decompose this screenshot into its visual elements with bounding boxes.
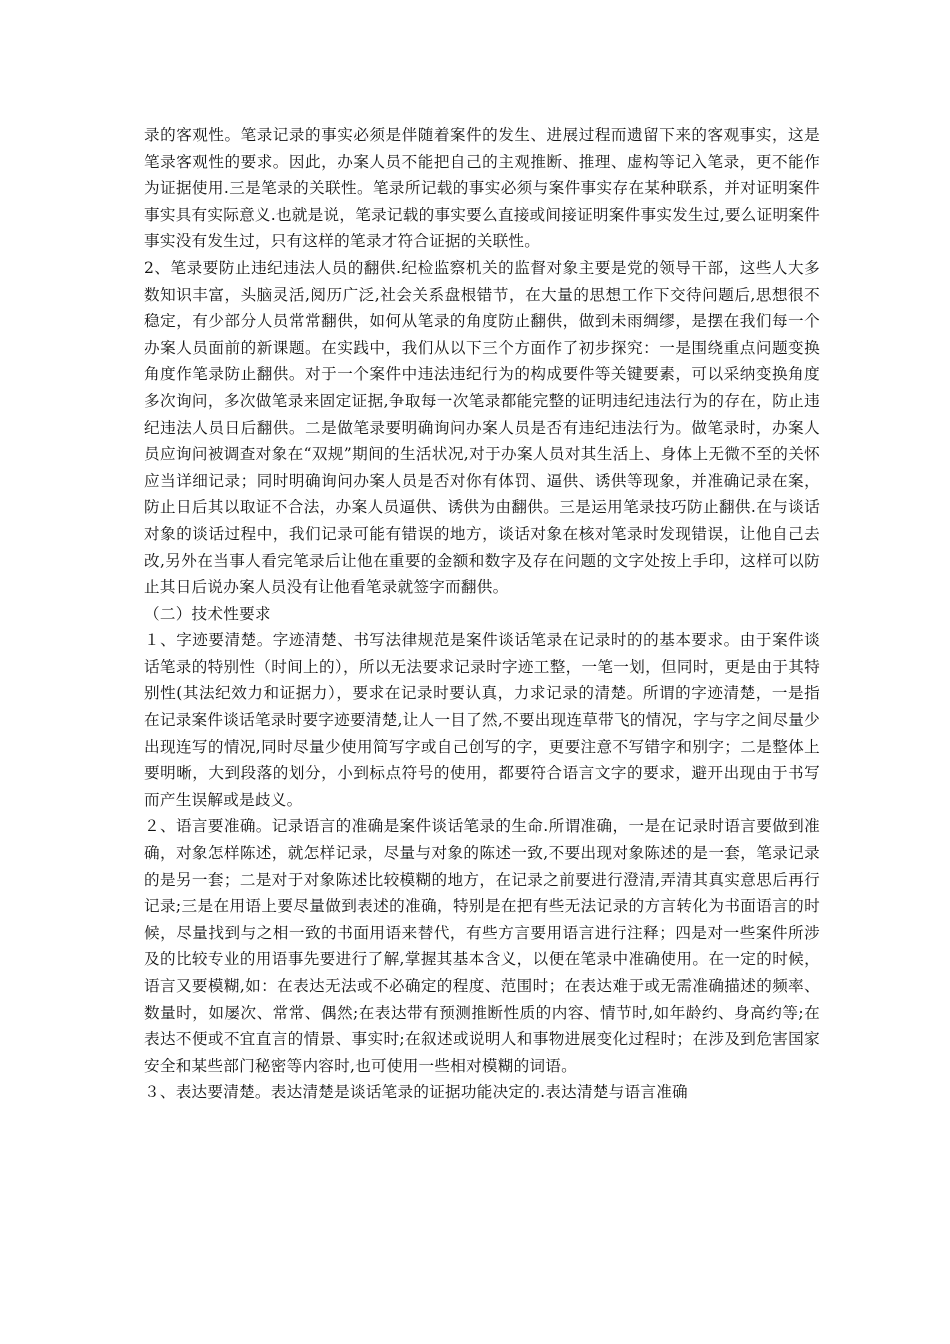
document-body [144, 122, 820, 1106]
paragraph-objectivity-relevance: 录的客观性。笔录记录的事实必须是伴随着案件的发生、进展过程而遗留下来的客观事实，这是笔录客观性的要求。因此，办案人员不能把自己的主观推断、推理、虚构等记入笔录，更不能作为证据使用.三是笔录的关联性。笔录所记载的事实必须与案件事实存在某种联系，并对证明案件事实具有实际意义.也就是说，笔录记载的事实要么直接或间接证明案件事实发生过,要么证明案件事实没有发生过，只有这样的笔录才符合证据的关联性。 [144, 126, 820, 251]
paragraph-expression-clear: ３、表达要清楚。表达清楚是谈话笔录的证据功能决定的.表达清楚与语言准确 [144, 1083, 688, 1102]
paragraph-language-accurate: ２、语言要准确。记录语言的准确是案件谈话笔录的生命.所谓准确，一是在记录时语言要做到准确，对象怎样陈述，就怎样记录，尽量与对象的陈述一致,不要出现对象陈述的是一套，笔录记录的是另一套；二是对于对象陈述比较模糊的地方，在记录之前要进行澄清,弄清其真实意思后再行记录;三是在用语上要尽量做到表述的准确，特别是在把有些无法记录的方言转化为书面语言的时候，尽量找到与之相一致的书面用语来替代，有些方言要用语言进行注释；四是对一些案件所涉及的比较专业的用语事先要进行了解,掌握其基本含义，以便在笔录中准确使用。在一定的时候，语言又要模糊,如：在表达无法或不必确定的程度、范围时；在表达难于或无需准确描述的频率、数量时，如屡次、常常、偶然;在表达带有预测推断性质的内容、情节时,如年龄约、身高约等;在表达不便或不宜直言的情景、事实时;在叙述或说明人和事物进展变化过程时；在涉及到危害国家安全和某些部门秘密等内容时,也可使用一些相对模糊的词语。 [144, 817, 820, 1075]
paragraph-prevent-retraction: 2、笔录要防止违纪违法人员的翻供.纪检监察机关的监督对象主要是党的领导干部，这些人大多数知识丰富，头脑灵活,阅历广泛,社会关系盘根错节，在大量的思想工作下交待问题后,思想很不稳定，有少部分人员常常翻供，如何从笔录的角度防止翻供，做到未雨绸缪，是摆在我们每一个办案人员面前的新课题。在实践中，我们从以下三个方面作了初步探究：一是围绕重点问题变换角度作笔录防止翻供。对于一个案件中违法违纪行为的构成要件等关键要素，可以采纳变换角度多次询问，多次做笔录来固定证据,争取每一次笔录都能完整的证明违纪违法行为的存在，防止违纪违法人员日后翻供。二是做笔录要明确询问办案人员是否有违纪违法行为。做笔录时，办案人员应询问被调查对象在“双规”期间的生活状况,对于办案人员对其生活上、身体上无微不至的关怀应当详细记录；同时明确询问办案人员是否对你有体罚、逼供、诱供等现象，并准确记录在案，防止日后其以取证不合法，办案人员逼供、诱供为由翻供。三是运用笔录技巧防止翻供.在与谈话对象的谈话过程中，我们记录可能有错误的地方，谈话对象在核对笔录时发现错误，让他自己去改,另外在当事人看完笔录后让他在重要的金额和数字及存在问题的文字处按上手印，这样可以防止其日后说办案人员没有让他看笔录就签字而翻供。 [144, 258, 820, 597]
section-heading-technical-requirements: （二）技术性要求 [144, 604, 271, 623]
paragraph-handwriting-clear: １、字迹要清楚。字迹清楚、书写法律规范是案件谈话笔录在记录时的的基本要求。由于案件谈话笔录的特别性（时间上的），所以无法要求记录时字迹工整，一笔一划，但同时，更是由于其特别性(其法纪效力和证据力），要求在记录时要认真，力求记录的清楚。所谓的字迹清楚，一是指在记录案件谈话笔录时要字迹要清楚,让人一目了然,不要出现连草带飞的情况，字与字之间尽量少出现连写的情况,同时尽量少使用简写字或自己创写的字，更要注意不写错字和别字；二是整体上要明晰，大到段落的划分，小到标点符号的使用，都要符合语言文字的要求，避开出现由于书写而产生误解或是歧义。 [144, 631, 820, 809]
